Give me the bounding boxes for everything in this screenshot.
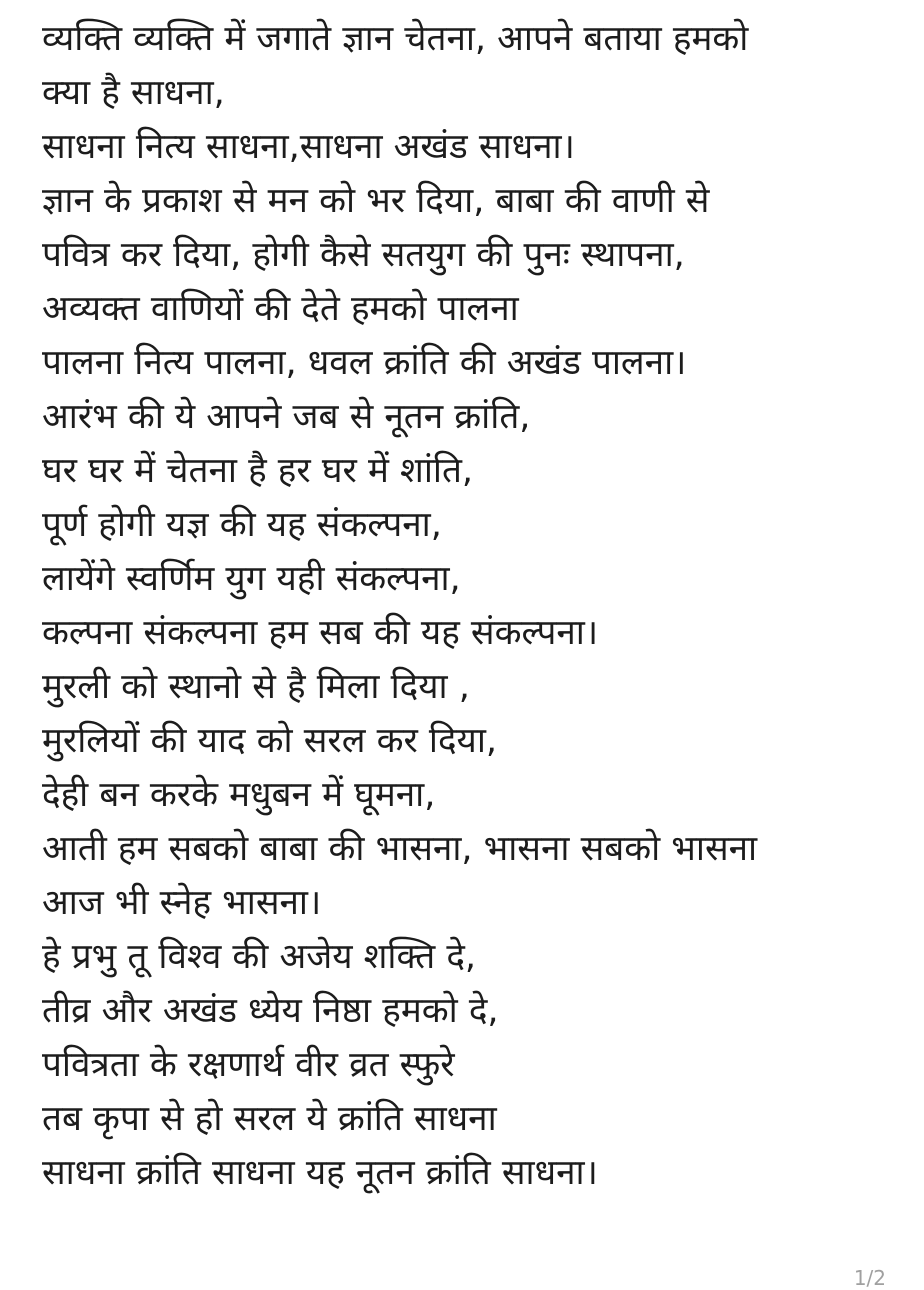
- poem-line: मुरली को स्थानो से है मिला दिया ,: [42, 667, 470, 707]
- poem-line: पवित्र कर दिया, होगी कैसे सतयुग की पुनः स्थापना,: [42, 235, 685, 275]
- poem-line: आती हम सबको बाबा की भासना, भासना सबको भासना: [42, 829, 758, 869]
- poem-line: कल्पना संकल्पना हम सब की यह संकल्पना।: [42, 613, 599, 653]
- poem-line: साधना नित्य साधना,साधना अखंड साधना।: [42, 127, 575, 167]
- poem-line: व्यक्ति व्यक्ति में जगाते ज्ञान चेतना, आपने बताया हमको: [42, 19, 749, 59]
- poem-line: मुरलियों की याद को सरल कर दिया,: [42, 721, 498, 761]
- poem-line: साधना क्रांति साधना यह नूतन क्रांति साधना।: [42, 1153, 598, 1193]
- poem-line: देही बन करके मधुबन में घूमना,: [42, 775, 436, 815]
- poem-line: आरंभ की ये आपने जब से नूतन क्रांति,: [42, 397, 531, 437]
- poem-text: [42, 12, 912, 1200]
- poem-line: आज भी स्नेह भासना।: [42, 883, 322, 923]
- poem-line: अव्यक्त वाणियों की देते हमको पालना: [42, 289, 519, 329]
- poem-line: पूर्ण होगी यज्ञ की यह संकल्पना,: [42, 505, 442, 545]
- page-indicator: 1/2: [853, 1266, 886, 1290]
- poem-line: हे प्रभु तू विश्व की अजेय शक्ति दे,: [42, 937, 477, 977]
- poem-line: ज्ञान के प्रकाश से मन को भर दिया, बाबा की वाणी से: [42, 181, 710, 221]
- poem-line: लायेंगे स्वर्णिम युग यही संकल्पना,: [42, 559, 461, 599]
- poem-line: तीव्र और अखंड ध्येय निष्ठा हमको दे,: [42, 991, 499, 1031]
- poem-line: पालना नित्य पालना, धवल क्रांति की अखंड पालना।: [42, 343, 687, 383]
- poem-line: पवित्रता के रक्षणार्थ वीर व्रत स्फुरे: [42, 1045, 455, 1085]
- poem-line: तब कृपा से हो सरल ये क्रांति साधना: [42, 1099, 497, 1139]
- poem-line: घर घर में चेतना है हर घर में शांति,: [42, 451, 474, 491]
- poem-line: क्या है साधना,: [42, 73, 225, 113]
